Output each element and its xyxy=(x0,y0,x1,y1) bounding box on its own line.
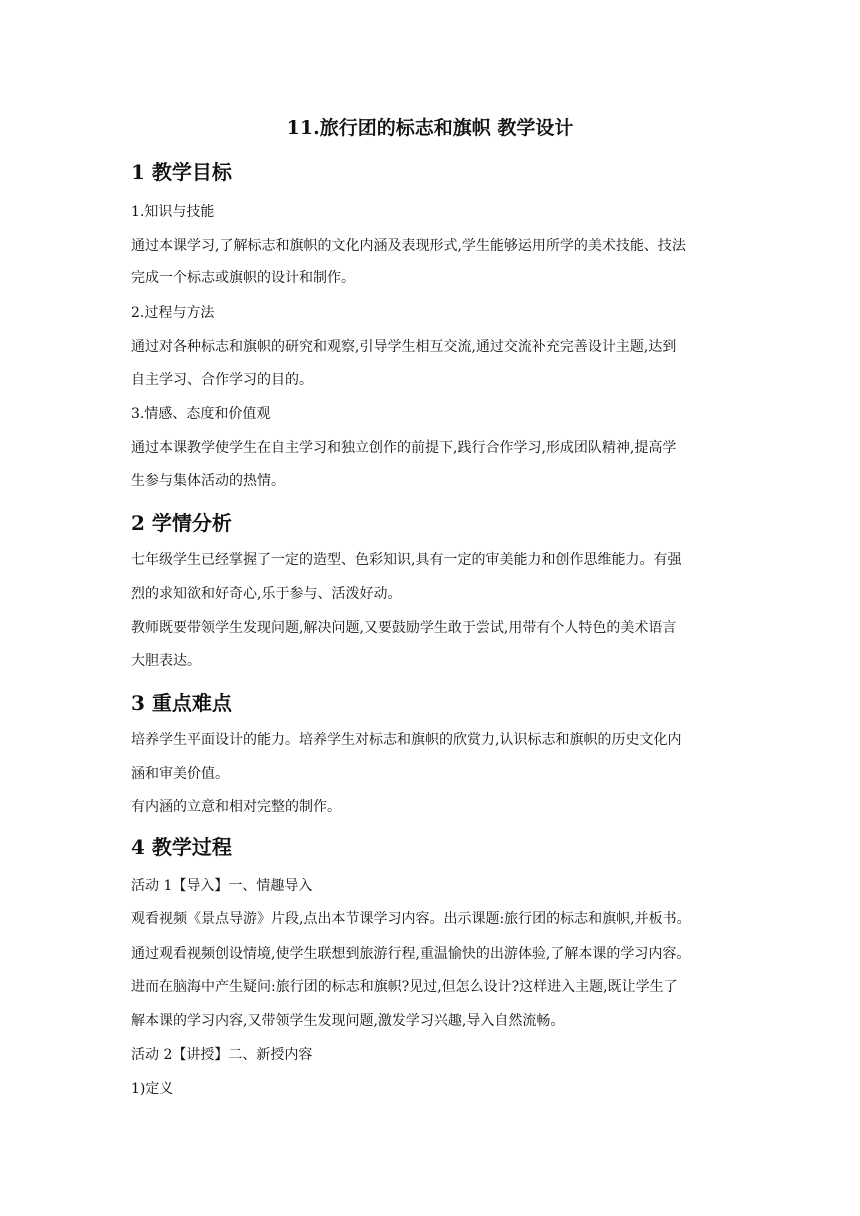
paragraph-line: 培养学生平面设计的能力。培养学生对标志和旗帜的欣赏力,认识标志和旗帜的历史文化内 xyxy=(131,732,682,748)
section-heading-teaching-goals: 1 教学目标 xyxy=(131,160,232,184)
paragraph-line: 生参与集体活动的热情。 xyxy=(131,473,285,489)
paragraph-line: 自主学习、合作学习的目的。 xyxy=(131,372,313,388)
section-heading-student-analysis: 2 学情分析 xyxy=(131,511,232,535)
paragraph-line: 通过本课学习,了解标志和旗帜的文化内涵及表现形式,学生能够运用所学的美术技能、技法 xyxy=(131,238,686,254)
section-heading-teaching-process: 4 教学过程 xyxy=(131,835,232,859)
paragraph-line: 解本课的学习内容,又带领学生发现问题,激发学习兴趣,导入自然流畅。 xyxy=(131,1013,565,1029)
paragraph-line: 大胆表达。 xyxy=(131,653,201,669)
subheading-process-method: 2.过程与方法 xyxy=(131,305,215,321)
paragraph-line: 通过对各种标志和旗帜的研究和观察,引导学生相互交流,通过交流补充完善设计主题,达到 xyxy=(131,339,677,355)
paragraph-line: 通过本课教学使学生在自主学习和独立创作的前提下,践行合作学习,形成团队精神,提高学 xyxy=(131,440,677,456)
activity-heading: 活动 2【讲授】二、新授内容 xyxy=(131,1047,313,1063)
paragraph-line: 七年级学生已经掌握了一定的造型、色彩知识,具有一定的审美能力和创作思维能力。有强 xyxy=(131,552,682,568)
paragraph-line: 烈的求知欲和好奇心,乐于参与、活泼好动。 xyxy=(131,586,402,602)
paragraph-line: 进而在脑海中产生疑问:旅行团的标志和旗帜?见过,但怎么设计?这样进入主题,既让学生了 xyxy=(131,979,678,995)
document-title: 11.旅行团的标志和旗帜 教学设计 xyxy=(286,117,574,139)
paragraph-line: 通过观看视频创设情境,使学生联想到旅游行程,重温愉快的出游体验,了解本课的学习内容。 xyxy=(131,946,691,962)
subheading-values: 3.情感、态度和价值观 xyxy=(131,406,271,422)
paragraph-line: 1)定义 xyxy=(131,1081,174,1097)
paragraph-line: 完成一个标志或旗帜的设计和制作。 xyxy=(131,270,355,286)
section-heading-key-points: 3 重点难点 xyxy=(131,691,232,715)
paragraph-line: 涵和审美价值。 xyxy=(131,766,229,782)
activity-heading: 活动 1【导入】一、情趣导入 xyxy=(131,878,313,894)
paragraph-line: 教师既要带领学生发现问题,解决问题,又要鼓励学生敢于尝试,用带有个人特色的美术语言 xyxy=(131,620,677,636)
subheading-knowledge-skills: 1.知识与技能 xyxy=(131,204,215,220)
paragraph-line: 有内涵的立意和相对完整的制作。 xyxy=(131,799,341,815)
paragraph-line: 观看视频《景点导游》片段,点出本节课学习内容。出示课题:旅行团的标志和旗帜,并板书。 xyxy=(131,911,691,927)
